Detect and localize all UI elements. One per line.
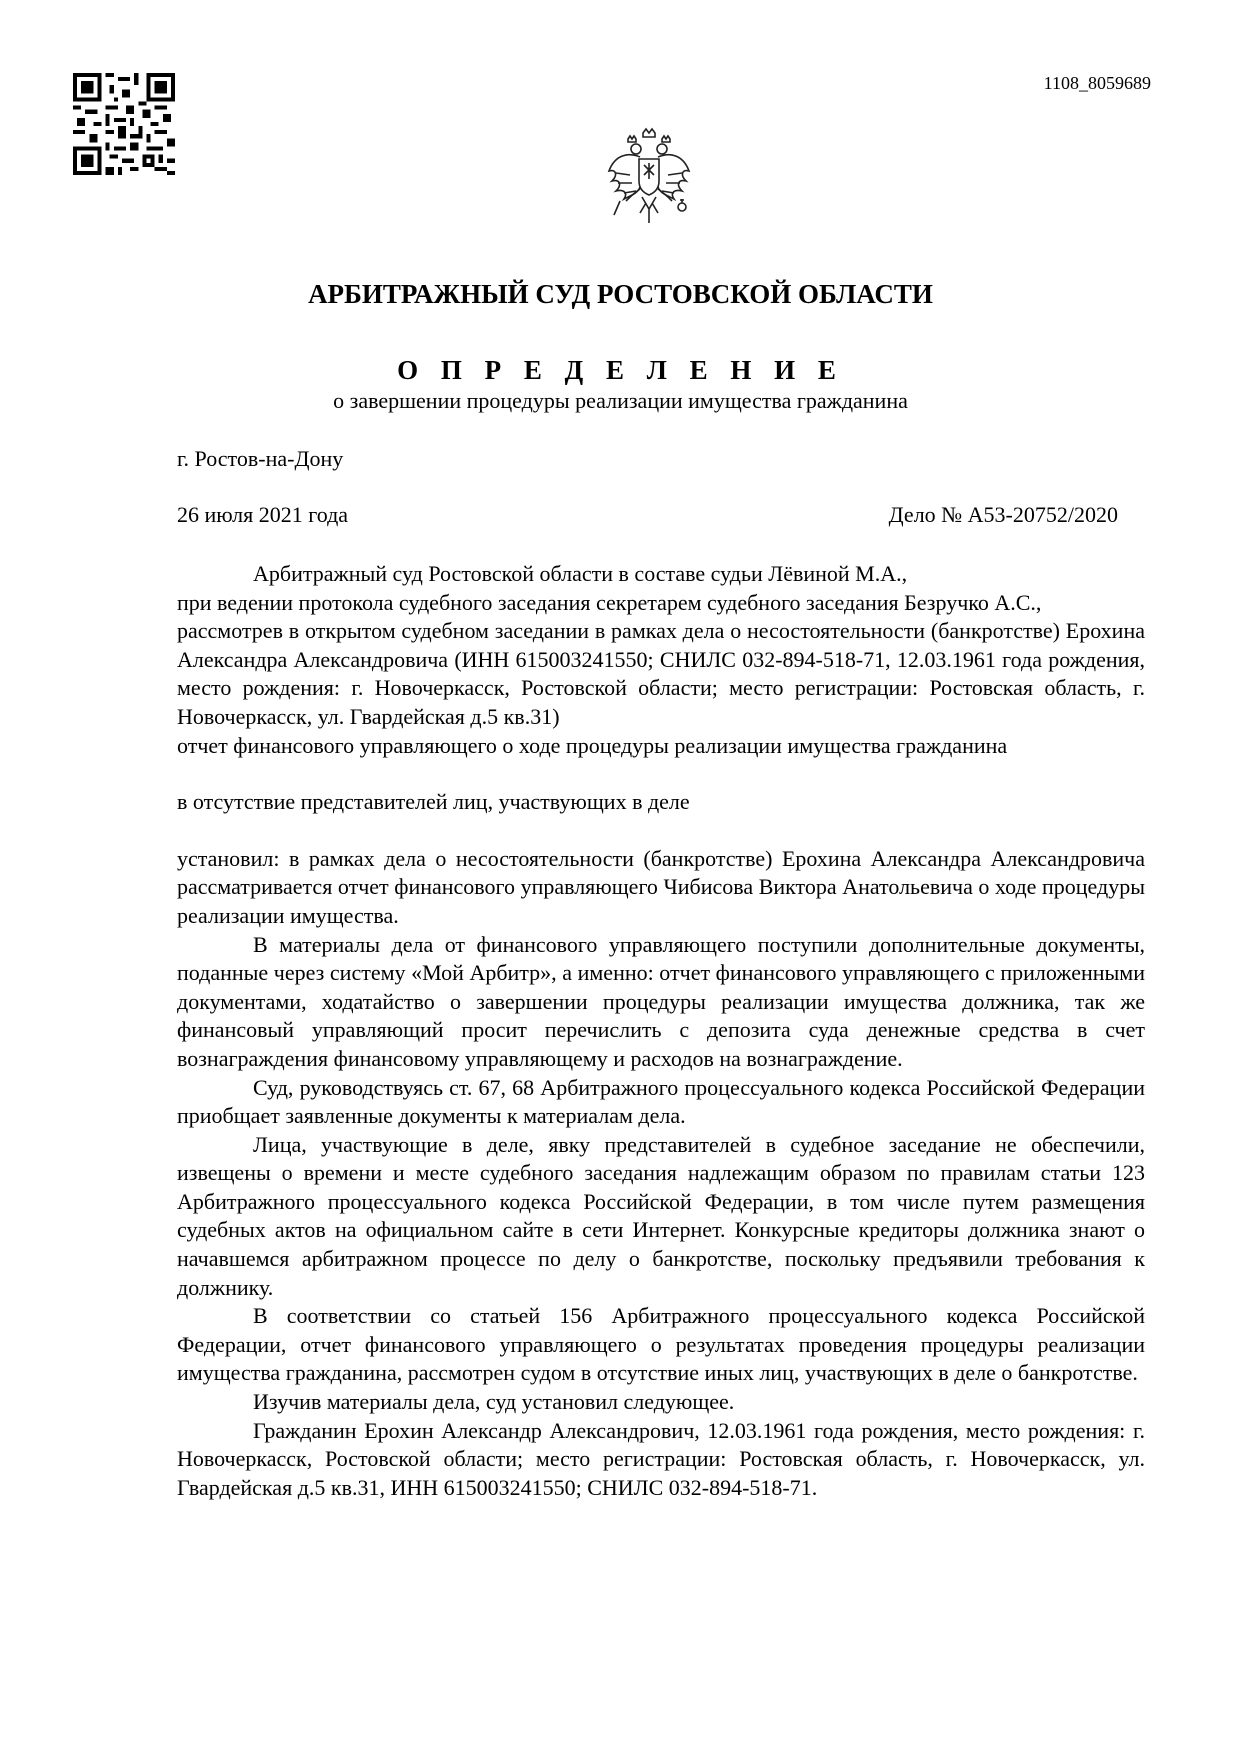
- spacer: [177, 817, 1145, 845]
- paragraph: Лица, участвующие в деле, явку представителей в судебное заседание не обеспечили, извещены о времени и месте судебного заседания надлежащим образом по правилам статьи 123 Арбитражного процессуального кодекса Российской Федерации, в том числе путем размещения судебных актов на официальном сайте в сети Интернет. Конкурсные кредиторы должника знают о начавшемся арбитражном процессе по делу о банкротстве, поскольку предъявили требования к должнику.: [177, 1131, 1145, 1300]
- document-id: 1108_8059689: [1043, 73, 1151, 93]
- qr-code-icon: [73, 73, 175, 175]
- paragraph: В соответствии со статьей 156 Арбитражного процессуального кодекса Российской Федерации, отчет финансового управляющего о результатах проведения процедуры реализации имущества гражданина, рассмотрен судом в отсутствие иных лиц, участвующих в деле о банкротстве.: [177, 1303, 1145, 1386]
- paragraph: отчет финансового управляющего о ходе процедуры реализации имущества гражданина: [177, 732, 1008, 758]
- city: г. Ростов-на-Дону: [177, 446, 344, 471]
- paragraph: в отсутствие представителей лиц, участвующих в деле: [177, 789, 690, 815]
- court-name: АРБИТРАЖНЫЙ СУД РОСТОВСКОЙ ОБЛАСТИ: [308, 279, 933, 309]
- paragraph: Суд, руководствуясь ст. 67, 68 Арбитражного процессуального кодекса Российской Федерации приобщает заявленные документы к материалам дела.: [177, 1074, 1145, 1129]
- spacer: [177, 760, 1145, 788]
- document-body: [177, 560, 1145, 1502]
- paragraph: Гражданин Ерохин Александр Александрович, 12.03.1961 года рождения, место рождения: г. Новочеркасск, Ростовской области; место регистрации: Ростовская область, г. Новочеркасск, ул. Гвардейская д.5 кв.31, ИНН 615003241550; СНИЛС 032-894-518-71.: [177, 1417, 1145, 1500]
- paragraph: рассмотрев в открытом судебном заседании в рамках дела о несостоятельности (банкротстве) Ерохина Александра Александровича (ИНН 615003241550; СНИЛС 032-894-518-71, 12.03.1961 года рождения, место рождения: г. Новочеркасск, Ростовской области; место регистрации: Ростовская область, г. Новочеркасск, ул. Гвардейская д.5 кв.31): [177, 618, 1145, 729]
- case-number: Дело № А53-20752/2020: [888, 502, 1118, 527]
- paragraph: Изучив материалы дела, суд установил следующее.: [253, 1389, 735, 1415]
- coat-of-arms-icon: [606, 127, 692, 233]
- paragraph: В материалы дела от финансового управляющего поступили дополнительные документы, поданные через систему «Мой Арбитр», а именно: отчет финансового управляющего с приложенными документами, ходатайство о завершении процедуры реализации имущества должника, так же финансовый управляющий просит перечислить с депозита суда денежные средства в счет вознаграждения финансовому управляющему и расходов на вознаграждение.: [177, 931, 1145, 1071]
- paragraph: при ведении протокола судебного заседания секретарем судебного заседания Безручко А.С.,: [177, 589, 1042, 615]
- paragraph: Арбитражный суд Ростовской области в составе судьи Лёвиной М.А.,: [253, 561, 908, 586]
- document-type: О П Р Е Д Е Л Е Н И Е: [397, 355, 844, 385]
- paragraph: установил: в рамках дела о несостоятельности (банкротстве) Ерохина Александра Александровича рассматривается отчет финансового управляющего Чибисова Виктора Анатольевича о ходе процедуры реализации имущества.: [177, 845, 1145, 928]
- document-subtitle: о завершении процедуры реализации имущества гражданина: [333, 388, 908, 413]
- decision-date: 26 июля 2021 года: [177, 502, 349, 527]
